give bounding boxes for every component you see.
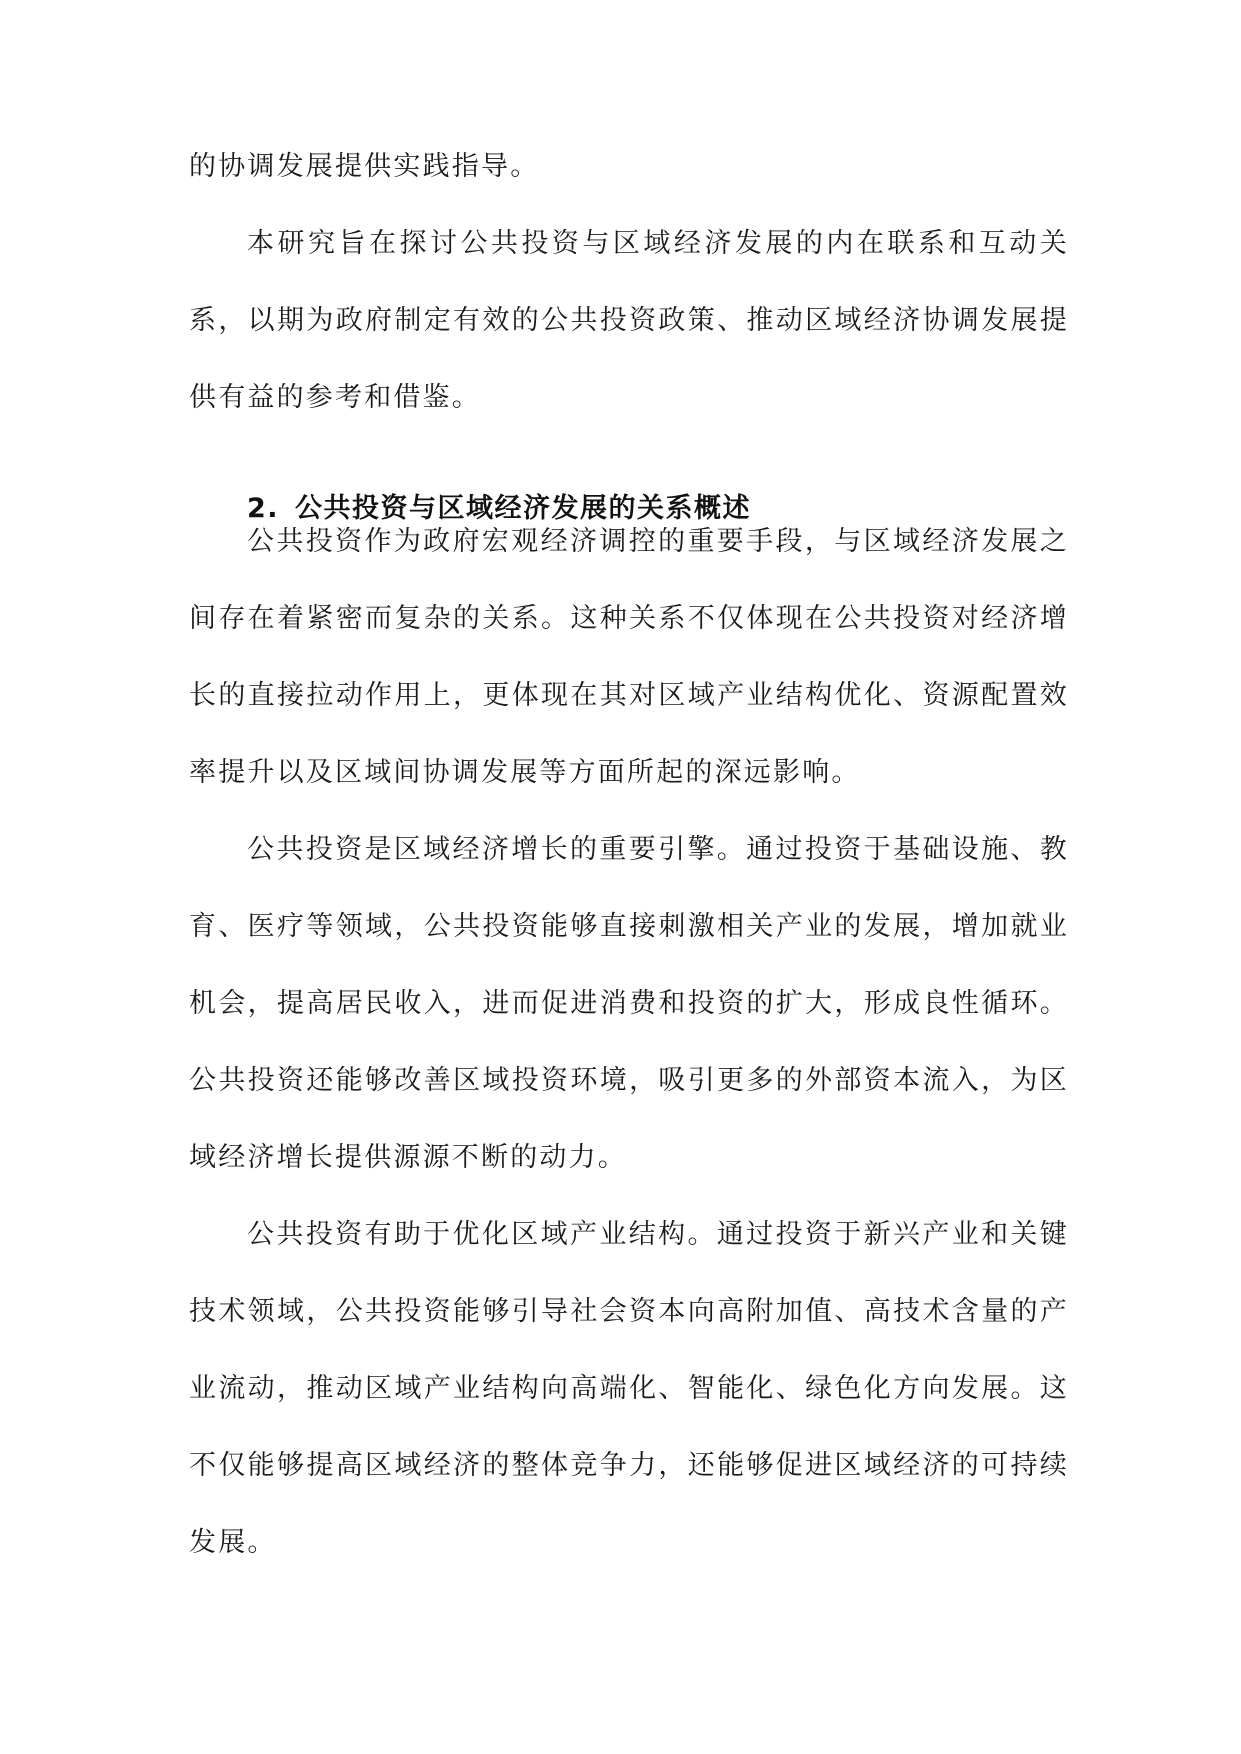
section-number: 2. [247, 493, 280, 524]
body-paragraph: 公共投资作为政府宏观经济调控的重要手段，与区域经济发展之间存在着紧密而复杂的关系。这种关系不仅体现在公共投资对经济增长的直接拉动作用上，更体现在其对区域产业结构优化、资源配置效率提升以及区域间协调发展等方面所起的深远影响。 [189, 526, 1069, 788]
section-title: 公共投资与区域经济发展的关系概述 [295, 493, 752, 524]
body-paragraph: 公共投资是区域经济增长的重要引擎。通过投资于基础设施、教育、医疗等领域，公共投资能够直接刺激相关产业的发展，增加就业机会，提高居民收入，进而促进消费和投资的扩大，形成良性循环。公共投资还能够改善区域投资环境，吸引更多的外部资本流入，为区域经济增长提供源源不断的动力。 [189, 834, 1069, 1173]
continued-paragraph: 的协调发展提供实践指导。 [189, 151, 540, 182]
research-aim-paragraph: 本研究旨在探讨公共投资与区域经济发展的内在联系和互动关系，以期为政府制定有效的公共投资政策、推动区域经济协调发展提供有益的参考和借鉴。 [189, 228, 1069, 413]
section-body [189, 503, 1069, 1581]
intro-text-block [189, 128, 1069, 436]
body-paragraph: 公共投资有助于优化区域产业结构。通过投资于新兴产业和关键技术领域，公共投资能够引导社会资本向高附加值、高技术含量的产业流动，推动区域产业结构向高端化、智能化、绿色化方向发展。这不仅能够提高区域经济的整体竞争力，还能够促进区域经济的可持续发展。 [189, 1219, 1069, 1558]
